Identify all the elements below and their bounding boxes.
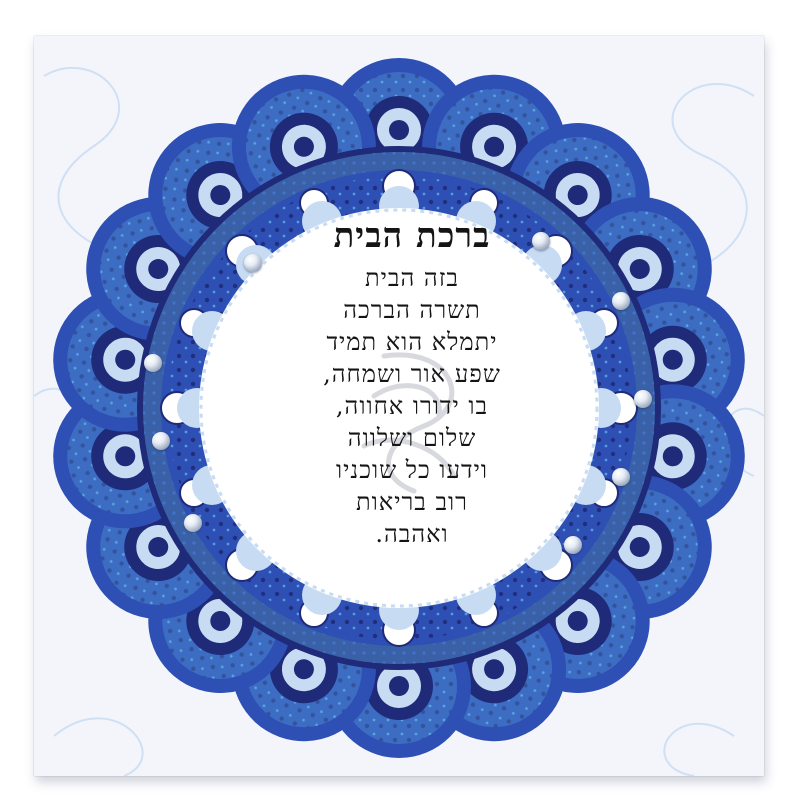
rhinestone-gem-icon bbox=[564, 536, 582, 554]
rhinestone-gem-icon bbox=[612, 468, 630, 486]
blessing-line-9: ואהבה. bbox=[375, 520, 449, 548]
rhinestone-gem-icon bbox=[184, 514, 202, 532]
blessing-line-7: וידעו כל שוכניו bbox=[335, 456, 488, 484]
rhinestone-gem-icon bbox=[244, 254, 262, 272]
rhinestone-gem-icon bbox=[532, 232, 550, 250]
blessing-line-3: יתמלא הוא תמיד bbox=[326, 328, 498, 356]
blessing-line-1: בזה הבית bbox=[365, 264, 459, 292]
blessing-canvas-print bbox=[34, 36, 764, 776]
rhinestone-gem-icon bbox=[634, 390, 652, 408]
blessing-line-6: שלום ושלווה bbox=[347, 424, 477, 452]
blessing-line-5: בו ידורו אחווה, bbox=[335, 392, 489, 420]
blessing-title: ברכת הבית bbox=[333, 216, 491, 256]
rhinestone-gem-icon bbox=[612, 292, 630, 310]
blessing-line-4: שפע אור ושמחה, bbox=[323, 360, 501, 388]
rhinestone-gem-icon bbox=[152, 432, 170, 450]
blessing-text bbox=[244, 212, 580, 550]
rhinestone-gem-icon bbox=[144, 354, 162, 372]
blessing-line-2: תשרה הברכה bbox=[343, 296, 481, 324]
blessing-line-8: רוב בריאות bbox=[356, 488, 468, 516]
